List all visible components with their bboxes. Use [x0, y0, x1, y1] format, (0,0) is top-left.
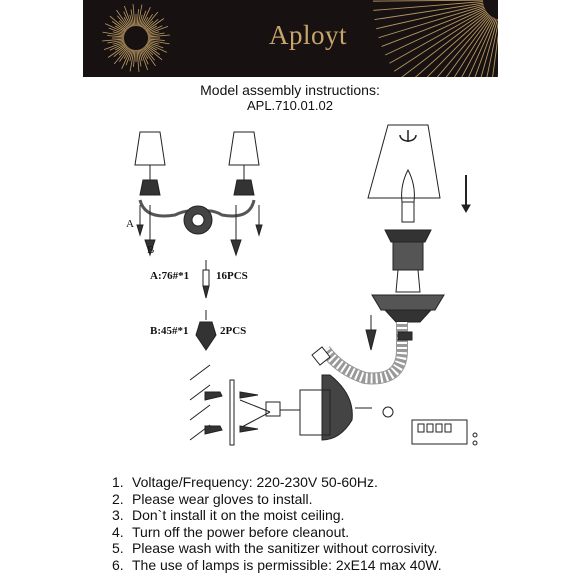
crystal-b-drawing	[196, 310, 216, 350]
part-b-qty: 2PCS	[220, 325, 247, 337]
sun-ray	[405, 13, 488, 77]
model-number: APL.710.01.02	[246, 98, 334, 113]
label-b-marker: B	[147, 244, 155, 256]
assembly-diagram	[0, 110, 580, 470]
part-b-code: B:45#*1	[150, 325, 189, 337]
lamp-shade	[368, 125, 440, 198]
sun-ray	[389, 10, 485, 64]
part-a-code: A:76#*1	[150, 270, 190, 282]
instruction-item: 5. Please wash with the sanitizer without corrosivity.	[112, 540, 438, 556]
sun-ray	[400, 12, 487, 77]
instruction-item: 6. The use of lamps is permissible: 2xE14 max 40W.	[112, 556, 442, 573]
instructions-list	[112, 474, 442, 573]
main-sconce-drawing	[190, 125, 477, 445]
instruction-item: 1. Voltage/Frequency: 220-230V 50-60Hz.	[112, 474, 378, 490]
mini-shade-left	[135, 132, 165, 165]
mini-sconce-drawing	[135, 132, 262, 255]
sun-ray	[373, 0, 483, 1]
part-a-qty: 16PCS	[216, 270, 248, 282]
sun-core	[125, 27, 147, 49]
instruction-item: 4. Turn off the power before cleanout.	[112, 523, 350, 540]
page-title: Model assembly instructions:	[200, 82, 380, 98]
brand-logo-text: Aployt	[269, 20, 348, 50]
candle-bulb	[402, 170, 415, 202]
brand-banner	[83, 0, 498, 77]
crystal-a-drawing	[203, 260, 209, 298]
instruction-item: 3. Don`t install it on the moist ceiling.	[112, 507, 345, 523]
label-a-marker: A	[126, 218, 134, 230]
mini-shade-right	[229, 132, 259, 165]
instruction-item: 2. Please wear gloves to install.	[112, 490, 313, 507]
